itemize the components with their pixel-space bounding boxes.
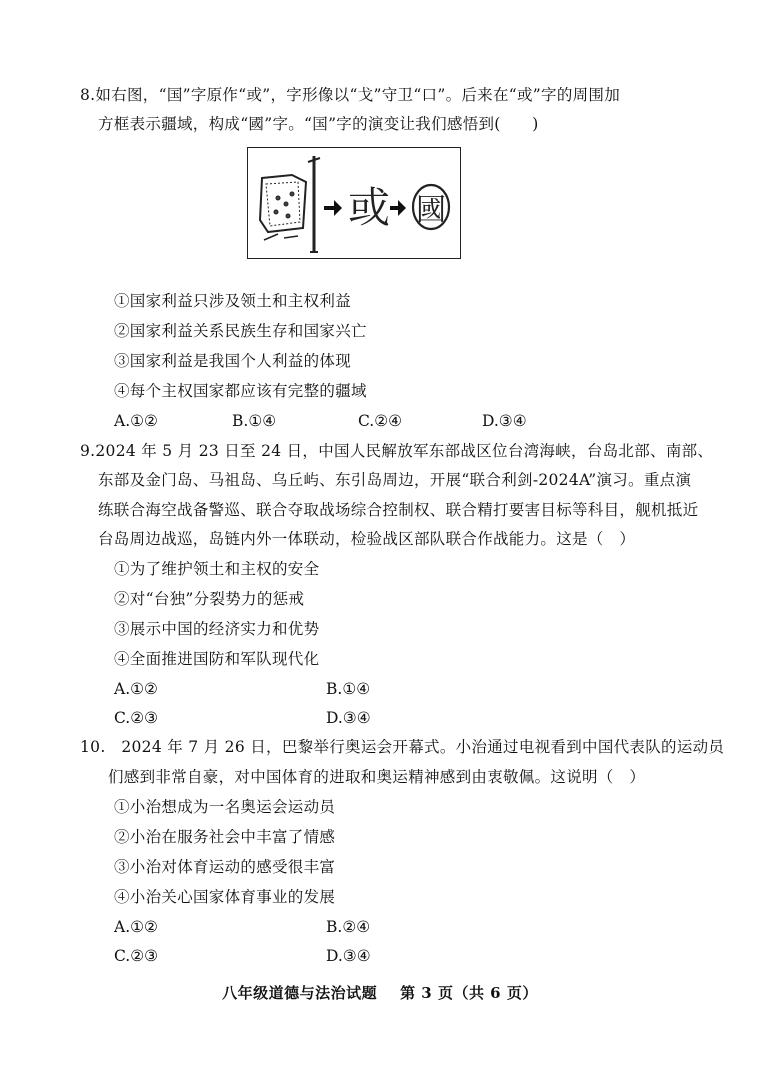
q10-answer-b[interactable]: B.②④ (326, 918, 371, 936)
arrow-right-icon (390, 200, 406, 216)
q10-option-4: ④小治关心国家体育事业的发展 (114, 888, 336, 906)
q10-answer-d[interactable]: D.③④ (326, 947, 371, 965)
q9-answer-d[interactable]: D.③④ (326, 709, 371, 727)
q9-option-1: ①为了维护领土和主权的安全 (114, 560, 320, 578)
q8-option-4: ④每个主权国家都应该有完整的疆域 (114, 382, 367, 400)
q8-option-1: ①国家利益只涉及领土和主权利益 (114, 292, 352, 310)
ancient-glyph-icon (260, 156, 320, 252)
q10-answer-c[interactable]: C.②③ (114, 947, 159, 965)
footer-page-label: 第 3 页（共 6 页） (400, 984, 538, 1002)
q8-answer-a[interactable]: A.①② (114, 412, 158, 430)
q8-stem-line2: 方框表示疆域，构成“國”字。“国”字的演变让我们感悟到( ) (98, 115, 539, 133)
q8-answer-b[interactable]: B.①④ (232, 412, 277, 430)
q9-option-3: ③展示中国的经济实力和优势 (114, 620, 320, 638)
q10-answer-a[interactable]: A.①② (114, 918, 158, 936)
q9-stem-line1: 9.2024 年 5 月 23 日至 24 日，中国人民解放军东部战区位台湾海峡，台岛北部、南部、 (80, 442, 714, 460)
page-footer (0, 982, 760, 1003)
guo-evolution-figure (248, 148, 460, 258)
q10-stem-line1: 10. 2024 年 7 月 26 日，巴黎举行奥运会开幕式。小治通过电视看到中国代表队的运动员 (80, 738, 725, 756)
q8-answer-d[interactable]: D.③④ (482, 412, 527, 430)
q9-option-2: ②对“台独”分裂势力的惩戒 (114, 590, 305, 608)
q8-answer-c[interactable]: C.②④ (358, 412, 403, 430)
q10-stem-line2: 们感到非常自豪，对中国体育的进取和奥运精神感到由衷敬佩。这说明（ ） (108, 768, 646, 786)
q9-answer-a[interactable]: A.①② (114, 680, 158, 698)
q8-option-3: ③国家利益是我国个人利益的体现 (114, 352, 352, 370)
q9-stem-line3: 练联合海空战备警巡、联合夺取战场综合控制权、联合精打要害目标等科目，舰机抵近 (98, 501, 699, 519)
q10-option-2: ②小治在服务社会中丰富了情感 (114, 828, 336, 846)
guo-char: 國 (416, 193, 446, 228)
q8-option-2: ②国家利益关系民族生存和国家兴亡 (114, 322, 367, 340)
q9-answer-c[interactable]: C.②③ (114, 709, 159, 727)
q9-stem-line4: 台岛周边战巡，岛链内外一体联动，检验战区部队联合作战能力。这是（ ） (98, 530, 636, 548)
arrow-right-icon (324, 200, 342, 216)
q8-stem-line1: 8.如右图，“国”字原作“或”，字形像以“戈”守卫“口”。后来在“或”字的周围加 (80, 86, 621, 104)
q10-option-1: ①小治想成为一名奥运会运动员 (114, 798, 336, 816)
q8-figure (247, 147, 461, 259)
q9-option-4: ④全面推进国防和军队现代化 (114, 650, 320, 668)
huo-char: 或 (348, 183, 391, 232)
q9-answer-b[interactable]: B.①④ (326, 680, 371, 698)
q10-option-3: ③小治对体育运动的感受很丰富 (114, 858, 336, 876)
q9-stem-line2: 东部及金门岛、马祖岛、乌丘屿、东引岛周边，开展“联合利剑-2024A”演习。重点演 (98, 471, 692, 489)
footer-subject: 八年级道德与法治试题 (222, 984, 378, 1002)
